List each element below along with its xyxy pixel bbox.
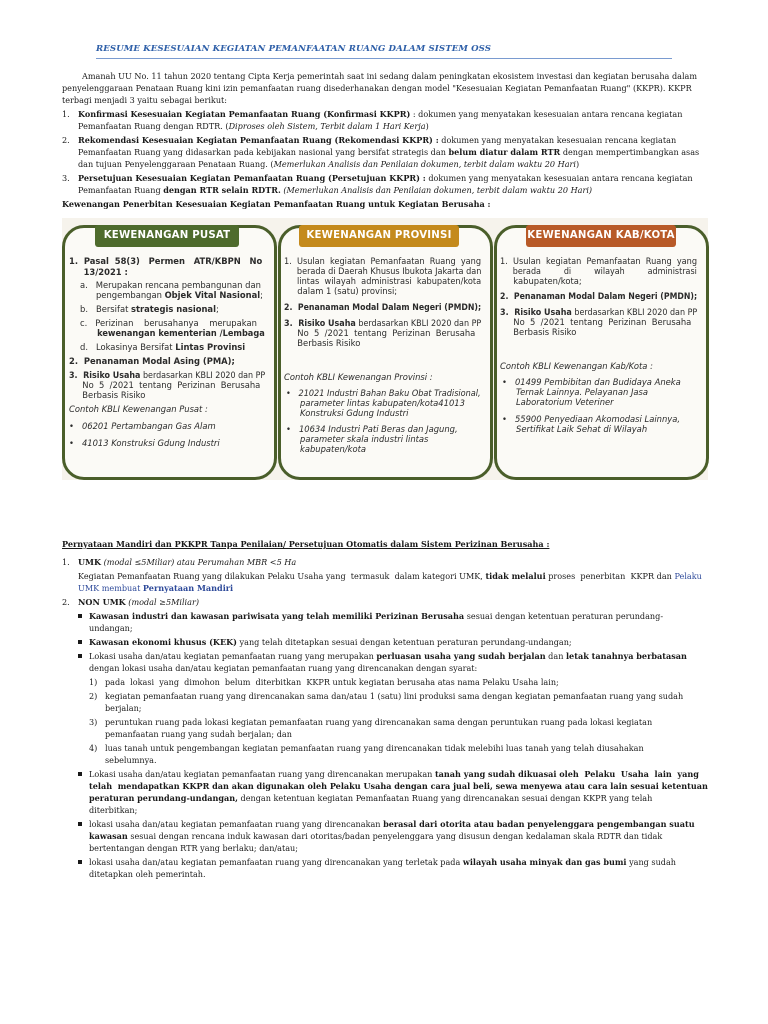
kab-example-2-l2: Sertifikat Laik Sehat di Wilayah bbox=[516, 424, 648, 434]
kab-point-1: 1. Usulan kegiatan Pemanfaatan Ruang yang bbox=[500, 256, 698, 266]
pusat-sub-b: b. Bersifat strategis nasional; bbox=[80, 304, 219, 314]
umk-line-2: Kegiatan Pemanfaatan Ruang yang dilakukan Pelaku Usaha yang termasuk dalam kategori UMK, tidak melalui proses penerbitan KKPR dan Pelaku bbox=[78, 571, 702, 581]
pusat-sub-a: a. Merupakan rencana pembangunan dan bbox=[80, 280, 261, 290]
non-umk-bullet-3-cont: dengan lokasi usaha dan/atau kegiatan pemanfaatan ruang yang direncanakan dengan syarat: bbox=[89, 663, 478, 673]
non-umk-bullet-5-text: lokasi usaha dan/atau kegiatan pemanfaatan ruang yang direncanakan berasal dari otorita atau badan penyelenggara pengembangan suatu bbox=[89, 819, 695, 829]
non-umk-bullet-2 bbox=[78, 636, 86, 648]
kab-point-1-l3: kabupaten/kota; bbox=[500, 276, 582, 286]
non-umk-bullet-6-cont: ditetapkan oleh pemerintah. bbox=[89, 869, 206, 879]
kab-example-2: • 55900 Penyediaan Akomodasi Lainnya, bbox=[502, 414, 681, 424]
provinsi-point-1-l3: lintas wilayah administrasi kabupaten/kota bbox=[284, 276, 482, 286]
provinsi-point-1-l4: dalam 1 (satu) provinsi; bbox=[284, 286, 398, 296]
intro-line-1: Amanah UU No. 11 tahun 2020 tentang Cipta Kerja pemerintah saat ini sedang dalam peningkatan ekosistem investasi dan kegiatan berusaha dalam bbox=[82, 71, 698, 81]
item-3-number: 3. bbox=[62, 173, 70, 183]
non-umk-bullet-1-cont: undangan; bbox=[89, 623, 133, 633]
provinsi-example-2-l2: parameter skala industri lintas bbox=[300, 434, 429, 444]
syarat-3: peruntukan ruang pada lokasi kegiatan pemanfaatan ruang yang direncanakan sama dengan peruntukan ruang pada lokasi kegiatan bbox=[105, 717, 653, 727]
intro-line-2: penyelenggaraan Penataan Ruang kini izin pemanfaatan ruang disederhanakan dengan model "Kesesuaian Kegiatan Pemanfaatan Ruang" (KKPR). KKPR bbox=[62, 83, 692, 93]
syarat-4-number: 4) bbox=[89, 743, 98, 753]
pusat-sub-d: d. Lokasinya Bersifat Lintas Provinsi bbox=[80, 342, 246, 352]
non-umk-bullet-2-text: Kawasan ekonomi khusus (KEK) yang telah ditetapkan sesuai dengan ketentuan peraturan perundang-undangan; bbox=[89, 637, 572, 647]
non-umk-bullet-4-text: Lokasi usaha dan/atau kegiatan pemanfaatan ruang yang direncanakan merupakan tanah yang sudah dikuasai oleh Pelaku Usaha lain yang bbox=[89, 769, 699, 779]
item-1-number: 1. bbox=[62, 109, 70, 119]
syarat-1: pada lokasi yang dimohon belum diterbitkan KKPR untuk kegiatan berusaha atas nama Pelaku Usaha lain; bbox=[105, 677, 559, 687]
syarat-2-cont: berjalan; bbox=[105, 703, 142, 713]
non-umk-bullet-4-cont3: diterbitkan; bbox=[89, 805, 138, 815]
provinsi-point-1-l2: berada di Daerah Khusus Ibukota Jakarta dan bbox=[284, 266, 482, 276]
provinsi-point-3-cont2: Berbasis Risiko bbox=[284, 338, 361, 348]
provinsi-point-3: 3. Risiko Usaha berdasarkan KBLI 2020 dan PP bbox=[284, 318, 482, 328]
umk-line-3: UMK membuat Pernyataan Mandiri bbox=[78, 583, 234, 593]
provinsi-point-2: 2. Penanaman Modal Dalam Negeri (PMDN); bbox=[284, 302, 482, 312]
item-1-line-2: Pemanfaatan Ruang dengan RDTR. (Diproses oleh Sistem, Terbit dalam 1 Hari Kerja) bbox=[78, 121, 429, 131]
non-umk-bullet-4-cont2: peraturan perundang-undangan, dengan ketentuan kegiatan Pemanfaatan Ruang yang direncanakan sesuai dengan KKPR yang telah bbox=[89, 793, 653, 803]
item-2-line-2: Pemanfaatan Ruang yang didasarkan pada kebijakan nasional yang bersifat strategis dan belum diatur dalam RTR dengan mempertimbangkan asas bbox=[78, 147, 700, 157]
syarat-4: luas tanah untuk pengembangan kegiatan pemanfaatan ruang yang direncanakan tidak melebihi luas tanah yang telah diusahakan bbox=[105, 743, 644, 753]
non-umk-bullet-4-cont: telah mendapatkan KKPR dan akan digunakan oleh Pelaku Usaha dengan cara jual beli, sewa menyewa atau cara lain sesuai ketentuan bbox=[89, 781, 708, 791]
pusat-point-3: 3. Risiko Usaha berdasarkan KBLI 2020 dan PP bbox=[69, 370, 266, 380]
pusat-example-2: • 41013 Konstruksi Gdung Industri bbox=[69, 438, 220, 448]
pusat-point-3-cont2: Berbasis Risiko bbox=[69, 390, 146, 400]
item-3-line-1: Persetujuan Kesesuaian Kegiatan Pemanfaatan Ruang (Persetujuan KKPR) : dokumen yang menyatakan kesesuaian antara rencana kegiatan bbox=[78, 173, 693, 183]
pusat-point-1-cont: 13/2021 : bbox=[69, 267, 128, 277]
kab-example-1-l3: Laboratorium Veteriner bbox=[516, 397, 614, 407]
pusat-sub-c-cont: kewenangan kementerian /Lembaga bbox=[80, 328, 265, 338]
syarat-3-cont: pemanfaatan ruang yang sudah berjalan; dan bbox=[105, 729, 292, 739]
provinsi-example-1: • 21021 Industri Bahan Baku Obat Tradisional, bbox=[286, 388, 481, 398]
non-umk-bullet-3-text: Lokasi usaha dan/atau kegiatan pemanfaatan ruang yang merupakan perluasan usaha yang sudah berjalan dan letak tanahnya berbatasan bbox=[89, 651, 687, 661]
non-umk-bullet-5-cont2: bertentangan dengan RTR yang berlaku; dan/atau; bbox=[89, 843, 298, 853]
title-underline bbox=[96, 58, 672, 59]
pusat-point-1: 1. Pasal 58(3) Permen ATR/KBPN No bbox=[69, 256, 263, 266]
document-title: RESUME KESESUAIAN KEGIATAN PEMANFAATAN RUANG DALAM SISTEM OSS bbox=[96, 44, 492, 54]
non-umk-title: NON UMK (modal ≥5Miliar) bbox=[78, 597, 200, 607]
pusat-example-1: • 06201 Pertambangan Gas Alam bbox=[69, 421, 216, 431]
pusat-sub-a-cont: pengembangan Objek Vital Nasional; bbox=[80, 290, 263, 300]
pusat-point-2: 2. Penanaman Modal Asing (PMA); bbox=[69, 356, 235, 366]
kewenangan-figure bbox=[62, 218, 708, 480]
pernyataan-heading: Pernyataan Mandiri dan PKKPR Tanpa Penilaian/ Persetujuan Otomatis dalam Sistem Perizinan Berusaha : bbox=[62, 539, 550, 549]
item-2-line-1: Rekomendasi Kesesuaian Kegiatan Pemanfaatan Ruang (Rekomendasi KKPR) : dokumen yang menyatakan kesesuaian rencana kegiatan bbox=[78, 135, 677, 145]
syarat-1-number: 1) bbox=[89, 677, 98, 687]
non-umk-bullet-6-text: lokasi usaha dan/atau kegiatan pemanfaatan ruang yang direncanakan yang terletak pada wilayah usaha minyak dan gas bumi yang sudah bbox=[89, 857, 677, 867]
umk-title: UMK (modal ≤5Miliar) atau Perumahan MBR <5 Ha bbox=[78, 557, 297, 567]
intro-line-3: terbagi menjadi 3 yaitu sebagai berikut: bbox=[62, 95, 228, 105]
non-umk-bullet-1 bbox=[78, 610, 86, 622]
item-1-line-1: Konfirmasi Kesesuaian Kegiatan Pemanfaatan Ruang (Konfirmasi KKPR) : dokumen yang menyatakan kesesuaian antara rencana kegiatan bbox=[78, 109, 683, 119]
non-umk-bullet-5-cont: kawasan sesuai dengan rencana induk kawasan dari otoritas/badan penyelenggara yang disusun dengan kedalaman skala RDTR dan tidak bbox=[89, 831, 663, 841]
pusat-sub-c: c. Perizinan berusahanya merupakan bbox=[80, 318, 257, 328]
header-provinsi: KEWENANGAN PROVINSI bbox=[299, 225, 459, 247]
non-umk-bullet-3 bbox=[78, 650, 86, 662]
header-kab-kota: KEWENANGAN KAB/KOTA bbox=[526, 225, 676, 247]
non-umk-bullet-6 bbox=[78, 856, 86, 868]
provinsi-point-1: 1. Usulan kegiatan Pemanfaatan Ruang yang bbox=[284, 256, 482, 266]
kab-point-2: 2. Penanaman Modal Dalam Negeri (PMDN); bbox=[500, 291, 698, 301]
non-umk-bullet-1-text: Kawasan industri dan kawasan pariwisata yang telah memiliki Perizinan Berusaha sesuai dengan ketentuan peraturan perundang- bbox=[89, 611, 664, 621]
pusat-point-3-cont: No 5 /2021 tentang Perizinan Berusaha bbox=[69, 380, 261, 390]
syarat-3-number: 3) bbox=[89, 717, 98, 727]
item-3-line-2: Pemanfaatan Ruang dengan RTR selain RDTR. (Memerlukan Analisis dan Penilaian dokumen, terbit dalam waktu 20 Hari) bbox=[78, 185, 593, 195]
provinsi-example-1-l3: Konstruksi Gdung Industri bbox=[300, 408, 409, 418]
kab-point-1-l2: berada di wilayah administrasi bbox=[500, 266, 697, 276]
item-2-line-3: dan tujuan Penyelenggaraan Penataan Ruang. (Memerlukan Analisis dan Penilaian dokumen, terbit dalam waktu 20 Hari) bbox=[78, 159, 580, 169]
header-pusat: KEWENANGAN PUSAT bbox=[95, 225, 239, 247]
item-2-number: 2. bbox=[62, 135, 70, 145]
kab-point-3-cont2: Berbasis Risiko bbox=[500, 327, 577, 337]
provinsi-example-2: • 10634 Industri Pati Beras dan Jagung, bbox=[286, 424, 458, 434]
kewenangan-heading: Kewenangan Penerbitan Kesesuaian Kegiatan Pemanfaatan Ruang untuk Kegiatan Berusaha : bbox=[62, 199, 491, 209]
syarat-2: kegiatan pemanfaatan ruang yang direncanakan sama dan/atau 1 (satu) lini produksi sama dengan kegiatan pemanfaatan ruang yang sudah bbox=[105, 691, 684, 701]
non-umk-number: 2. bbox=[62, 597, 70, 607]
provinsi-point-3-cont: No 5 /2021 tentang Perizinan Berusaha bbox=[284, 328, 476, 338]
kab-point-3: 3. Risiko Usaha berdasarkan KBLI 2020 dan PP bbox=[500, 307, 698, 317]
non-umk-bullet-4 bbox=[78, 768, 86, 780]
kab-point-3-cont: No 5 /2021 tentang Perizinan Berusaha bbox=[500, 317, 692, 327]
provinsi-example-2-l3: kabupaten/kota bbox=[300, 444, 367, 454]
syarat-4-cont: sebelumnya. bbox=[105, 755, 157, 765]
syarat-2-number: 2) bbox=[89, 691, 98, 701]
kab-example-1-l2: Ternak Lainnya. Pelayanan Jasa bbox=[516, 387, 649, 397]
kab-example-1: • 01499 Pembibitan dan Budidaya Aneka bbox=[502, 377, 681, 387]
umk-number: 1. bbox=[62, 557, 70, 567]
kab-contoh-label: Contoh KBLI Kewenangan Kab/Kota : bbox=[500, 361, 653, 371]
non-umk-bullet-5 bbox=[78, 818, 86, 830]
pusat-contoh-label: Contoh KBLI Kewenangan Pusat : bbox=[69, 404, 208, 414]
provinsi-contoh-label: Contoh KBLI Kewenangan Provinsi : bbox=[284, 372, 433, 382]
provinsi-example-1-l2: parameter lintas kabupaten/kota41013 bbox=[300, 398, 465, 408]
